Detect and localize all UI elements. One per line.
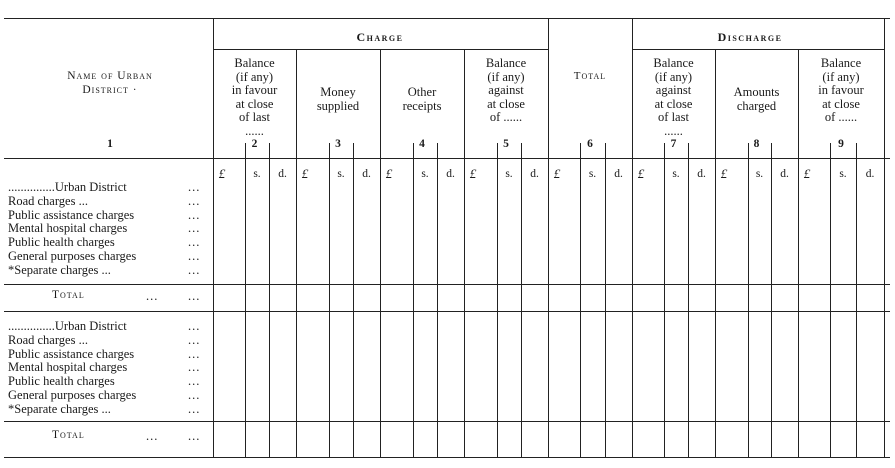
column-4-title: Other receipts: [402, 85, 442, 113]
charge-row-label: Public assistance charges: [8, 207, 135, 222]
column-7-number: 7: [670, 138, 677, 150]
pence-unit: d.: [865, 168, 875, 180]
rule-vertical: [580, 158, 581, 457]
shilling-unit: s.: [421, 168, 429, 180]
pence-unit: d.: [780, 168, 789, 180]
charge-row-label: *Separate charges ...: [8, 401, 111, 416]
rule-vertical: [245, 158, 246, 457]
rule-vertical: [353, 143, 354, 158]
leader-dots: ...: [188, 221, 201, 236]
rule-horizontal: [4, 421, 890, 422]
shilling-unit: s.: [672, 168, 680, 180]
rule-vertical: [748, 158, 749, 457]
pence-unit: d.: [278, 168, 287, 180]
rule-vertical: [856, 143, 857, 158]
charge-row-label: General purposes charges: [8, 249, 137, 263]
leader-dots: ...: [188, 180, 201, 194]
leader-dots: ...: [188, 249, 201, 263]
column-5-title: Balance (if any) against at close of ......: [485, 56, 527, 125]
rule-horizontal: [4, 18, 890, 19]
column-2-title: Balance (if any) in favour at close of last ......: [231, 56, 278, 138]
rule-vertical: [664, 158, 665, 457]
shilling-unit: s.: [755, 168, 764, 180]
rule-vertical: [605, 143, 606, 158]
column-4-number: 4: [419, 138, 425, 150]
rule-vertical: [688, 158, 689, 457]
rule-horizontal: [4, 158, 890, 159]
discharge-heading: Discharge: [717, 30, 783, 44]
column-3-number: 3: [335, 138, 341, 150]
rule-vertical: [664, 143, 665, 158]
pence-unit: d.: [362, 168, 371, 180]
leader-dots: ...: [188, 262, 201, 277]
pence-unit: d.: [697, 168, 706, 180]
pence-unit: d.: [530, 168, 539, 180]
rule-vertical: [269, 158, 270, 457]
leader-dots: ...: [188, 401, 201, 416]
rule-vertical: [798, 49, 799, 457]
rule-vertical: [521, 158, 522, 457]
pence-unit: d.: [614, 168, 623, 180]
leader-dots: ...: [146, 429, 159, 443]
column-6-number: 6: [587, 138, 593, 150]
rule-vertical: [521, 143, 522, 158]
rule-horizontal: [4, 457, 890, 458]
rule-vertical: [413, 143, 414, 158]
rule-vertical: [296, 49, 297, 457]
column-9-title: Balance (if any) in favour at close of ......: [818, 56, 864, 125]
leader-dots: ...: [188, 235, 201, 250]
shilling-unit: s.: [505, 168, 513, 180]
rule-vertical: [353, 158, 354, 457]
column-2-number: 2: [251, 138, 258, 150]
pound-unit: £: [553, 166, 561, 181]
leader-dots: ...: [188, 429, 201, 443]
rule-vertical: [548, 18, 549, 457]
pound-unit: £: [469, 166, 477, 181]
column-8-title: Amounts charged: [733, 85, 780, 113]
rule-vertical: [245, 143, 246, 158]
rule-vertical: [884, 18, 885, 457]
column-5-number: 5: [503, 138, 509, 150]
column-7-title: Balance (if any) against at close of last ......: [653, 56, 694, 138]
shilling-unit: s.: [253, 168, 261, 180]
charge-row-label: *Separate charges ...: [8, 262, 111, 277]
rule-vertical: [437, 158, 438, 457]
rule-vertical: [605, 158, 606, 457]
pound-unit: £: [720, 166, 728, 181]
rule-vertical: [497, 143, 498, 158]
rule-horizontal: [4, 311, 890, 312]
rule-vertical: [748, 143, 749, 158]
charge-row-label: Road charges ...: [8, 332, 88, 347]
rule-horizontal: [4, 284, 890, 285]
charge-heading: Charge: [356, 30, 404, 44]
rule-vertical: [497, 158, 498, 457]
rule-vertical: [580, 143, 581, 158]
pound-unit: £: [385, 166, 393, 181]
leader-dots: ...: [188, 332, 201, 347]
charge-row-label: Public health charges: [8, 374, 115, 389]
column-8-number: 8: [753, 138, 760, 150]
leader-dots: ...: [188, 193, 201, 208]
leader-dots: ...: [188, 388, 201, 402]
rule-vertical: [329, 158, 330, 457]
leader-dots: ...: [188, 360, 201, 375]
rule-vertical: [715, 49, 716, 457]
leader-dots: ...: [188, 346, 201, 361]
rule-vertical: [269, 143, 270, 158]
rule-vertical: [329, 143, 330, 158]
pound-unit: £: [637, 166, 645, 181]
rule-vertical: [830, 143, 831, 158]
charge-row-label: Public assistance charges: [8, 346, 135, 361]
district-name-line: ...............Urban District: [8, 319, 127, 333]
rule-vertical: [632, 18, 633, 457]
rule-horizontal: [632, 49, 884, 50]
charge-row-label: Mental hospital charges: [8, 221, 128, 236]
leader-dots: ...: [146, 289, 159, 303]
total-row-label: Total: [52, 289, 85, 301]
pound-unit: £: [301, 166, 309, 181]
leader-dots: ...: [188, 319, 201, 333]
pound-unit: £: [803, 166, 811, 181]
leader-dots: ...: [188, 289, 201, 303]
rule-vertical: [830, 158, 831, 457]
pence-unit: d.: [446, 168, 455, 180]
shilling-unit: s.: [337, 168, 345, 180]
rule-vertical: [464, 49, 465, 457]
rule-vertical: [380, 49, 381, 457]
rule-vertical: [413, 158, 414, 457]
district-name-line: ...............Urban District: [8, 180, 127, 194]
name-column-title: Name of Urban District ·: [67, 70, 153, 96]
column-3-title: Money supplied: [316, 85, 360, 113]
rule-vertical: [213, 18, 214, 457]
charge-row-label: Mental hospital charges: [8, 360, 128, 375]
rule-vertical: [688, 143, 689, 158]
shilling-unit: s.: [839, 168, 847, 180]
column-6-title: Total: [573, 70, 607, 82]
leader-dots: ...: [188, 374, 201, 389]
charge-row-label: Public health charges: [8, 235, 115, 250]
leader-dots: ...: [188, 207, 201, 222]
charge-row-label: Road charges ...: [8, 193, 88, 208]
total-row-label: Total: [52, 429, 85, 441]
rule-vertical: [771, 143, 772, 158]
rule-vertical: [856, 158, 857, 457]
shilling-unit: s.: [588, 168, 597, 180]
rule-vertical: [437, 143, 438, 158]
column-9-number: 9: [838, 138, 844, 150]
name-column-number: 1: [107, 138, 113, 150]
rule-vertical: [771, 158, 772, 457]
pound-unit: £: [218, 166, 226, 181]
charge-row-label: General purposes charges: [8, 388, 137, 402]
